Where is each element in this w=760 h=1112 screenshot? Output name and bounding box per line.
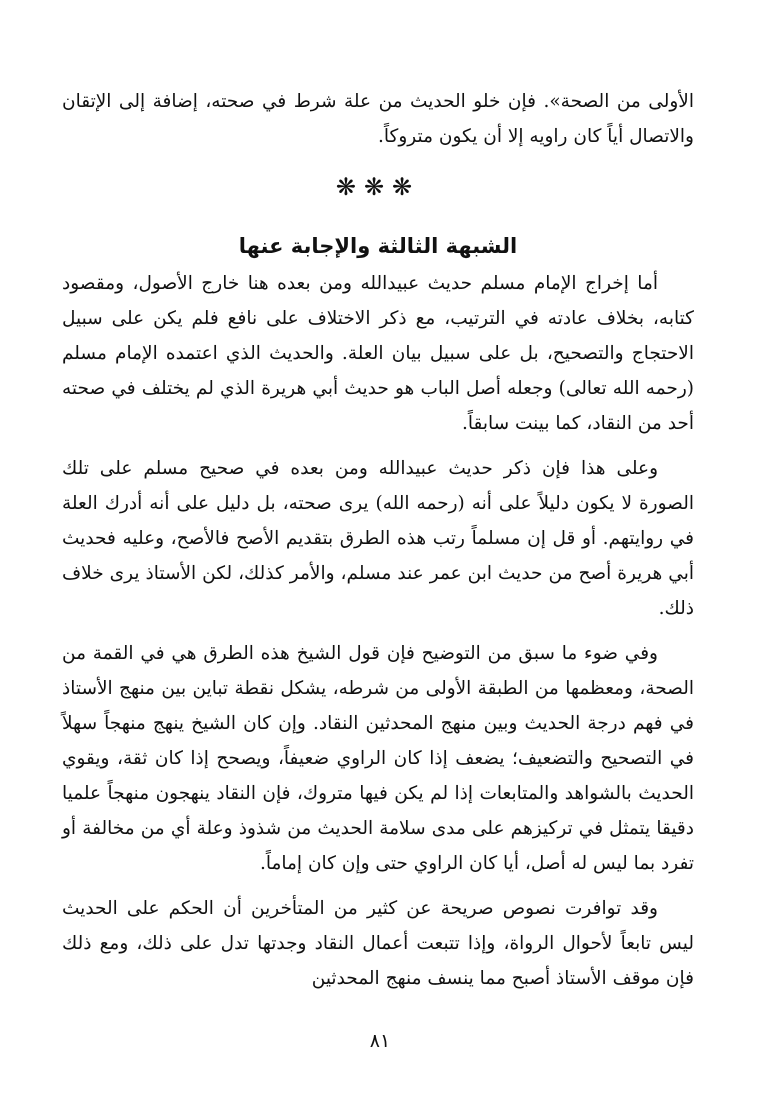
body-paragraph-2: وعلى هذا فإن ذكر حديث عبيدالله ومن بعده في صحيح مسلم على تلك الصورة لا يكون دليلاً على أنه (رحمه الله) يرى صحته، بل دليل على أنه أدرك العلة في روايتهم. أو قل إن مسلماً رتب هذه الطرق بتقديم الأصح فالأصح، وعليه فحديث أبي هريرة أصح من حديث ابن عمر عند مسلم، والأمر كذلك، لكن الأستاذ يرى خلاف ذلك. (62, 458, 694, 619)
section-separator: ❋❋❋ (335, 173, 421, 201)
page-number: ٨١ (369, 1030, 391, 1052)
page-body (62, 84, 694, 996)
body-paragraph-4: وقد توافرت نصوص صريحة عن كثير من المتأخرين أن الحكم على الحديث ليس تابعاً لأحوال الرواة، وإذا تتبعت أعمال النقاد وجدتها تدل على ذلك، ومع ذلك فإن موقف الأستاذ أصبح مما ينسف منهج المحدثين (62, 898, 694, 989)
body-paragraph-3: وفي ضوء ما سبق من التوضيح فإن قول الشيخ هذه الطرق هي في القمة من الصحة، ومعظمها من الطبقة الأولى من شرطه، يشكل نقطة تباين بين منهج الأستاذ في فهم درجة الحديث وبين منهج المحدثين النقاد. وإن كان الشيخ ينهج منهجاً سهلاً في التصحيح والتضعيف؛ يضعف إذا كان الراوي ضعيفاً، ويصحح إذا كان ثقة، ويقوي الحديث بالشواهد والمتابعات إذا لم يكن فيها متروك، فإن النقاد ينهجون منهجاً علميا دقيقا يتمثل في تركيزهم على مدى سلامة الحديث من شذوذ وعلة أي من مخالفة أو تفرد بما ليس له أصل، أيا كان الراوي حتى وإن كان إماماً. (62, 643, 694, 874)
section-heading: الشبهة الثالثة والإجابة عنها (238, 234, 518, 258)
intro-paragraph: الأولى من الصحة». فإن خلو الحديث من علة شرط في صحته، إضافة إلى الإتقان والاتصال أياً كان راويه إلا أن يكون متروكاً. (62, 91, 694, 147)
body-paragraph-1: أما إخراج الإمام مسلم حديث عبيدالله ومن بعده هنا خارج الأصول، ومقصود كتابه، بخلاف عادته في الترتيب، مع ذكر الاختلاف على نافع فلم يكن على سبيل الاحتجاج والتصحيح، بل على سبيل بيان العلة. والحديث الذي اعتمده الإمام مسلم (رحمه الله تعالى) وجعله أصل الباب هو حديث أبي هريرة الذي لم يختلف في صحته أحد من النقاد، كما بينت سابقاً. (62, 273, 694, 434)
